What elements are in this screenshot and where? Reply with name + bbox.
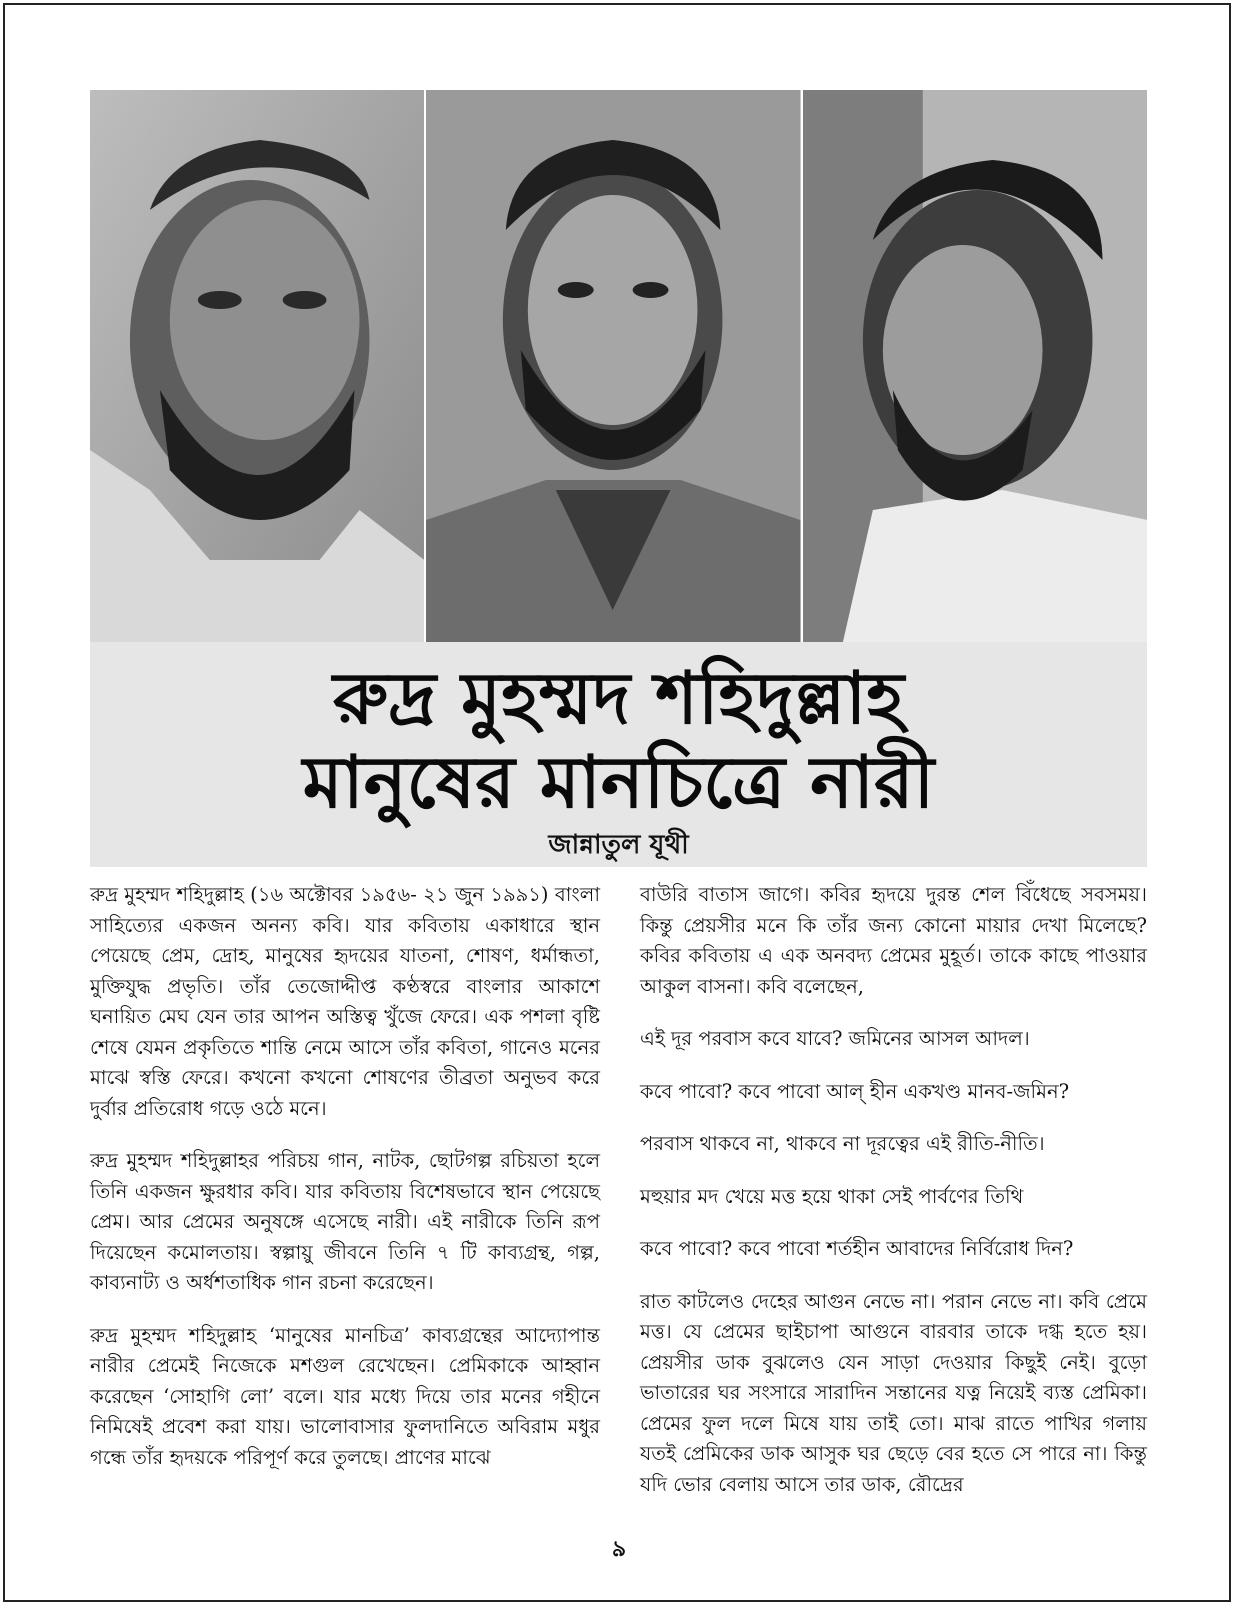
left-column xyxy=(90,880,600,1495)
paragraph: রাত কাটলেও দেহের আগুন নেভে না। পরান নেভে না। কবি প্রেমে মত্ত। যে প্রেমের ছাইচাপা আগুনে বারবার তাকে দগ্ধ হতে হয়। প্রেয়সীর ডাক বুঝলেও যেন সাড়া দেওয়ার কিছুই নেই। বুড়ো ভাতারের ঘর সংসারে সারাদিন সন্তানের যত্ন নিয়েই ব্যস্ত প্রেমিকা। প্রেমের ফুল দলে মিষে যায় তাই তো। মাঝ রাতে পাখির গলায় যতই প্রেমিকের ডাক আসুক ঘর ছেড়ে বের হতে সে পারে না। কিন্তু যদি ভোর বেলায় আসে তার ডাক, রৌদ্রের xyxy=(640,1289,1147,1496)
paragraph: রুদ্র মুহম্মদ শহিদুল্লাহ (১৬ অক্টোবর ১৯৫৬- ২১ জুন ১৯৯১) বাংলা সাহিত্যের একজন অনন্য কবি। যার কবিতায় একাধারে স্থান পেয়েছে প্রেম, দ্রোহ, মানুষের হৃদয়ের যাতনা, শোষণ, ধর্মান্ধতা, মুক্তিযুদ্ধ প্রভৃতি। তাঁর তেজোদ্দীপ্ত কণ্ঠস্বরে বাংলার আকাশে ঘনায়িত মেঘ যেন তার আপন অস্তিত্ব খুঁজে ফেরে। এক পশলা বৃষ্টি শেষে যেমন প্রকৃতিতে শান্তি নেমে আসে তাঁর কবিতা, গানেও মনের মাঝে স্বস্তি ফেরে। কখনো কখনো শোষণের তীব্রতা অনুভব করে দুর্বার প্রতিরোধ গড়ে ওঠে মনে। xyxy=(90,883,600,1120)
article-title-line1: রুদ্র মুহম্মদ শহিদুল্লাহ xyxy=(332,656,905,740)
portrait-photo-left xyxy=(90,90,424,642)
photo-collage xyxy=(90,90,1147,642)
verse-line: এই দূর পরবাস কবে যাবে? জমিনের আসল আদল। xyxy=(640,1027,1030,1050)
portrait-photo-center xyxy=(424,90,802,642)
paragraph: বাউরি বাতাস জাগে। কবির হৃদয়ে দুরন্ত শেল বিঁধেছে সবসময়। কিন্তু প্রেয়সীর মনে কি তাঁর জন্য কোনো মায়ার দেখা মিলেছে? কবির কবিতায় এ এক অনবদ্য প্রেমের মুহূর্ত। তাকে কাছে পাওয়ার আকুল বাসনা। কবি বলেছেন, xyxy=(640,883,1147,998)
portrait-photo-right xyxy=(803,90,1147,642)
paragraph: রুদ্র মুহম্মদ শহিদুল্লাহ ‘মানুষের মানচিত্র’ কাব্যগ্রন্থের আদ্যোপান্ত নারীর প্রেমেই নিজেকে মশগুল রেখেছেন। প্রেমিকাকে আহ্বান করেছেন ‘সোহাগি লো’ বলে। যার মধ্যে দিয়ে তার মনের গহীনে নিমিষেই প্রবেশ করা যায়। ভালোবাসার ফুলদানিতে অবিরাম মধুর গন্ধে তাঁর হৃদয়কে পরিপূর্ণ করে তুলছে। প্রাণের মাঝে xyxy=(90,1323,600,1469)
page-number: ৯ xyxy=(611,1536,627,1562)
article-title-line2: মানুষের মানচিত্রে নারী xyxy=(302,740,935,824)
verse-line: কবে পাবো? কবে পাবো শর্তহীন আবাদের নির্বিরোধ দিন? xyxy=(640,1237,1074,1260)
author-byline: জান্নাতুল যূথী xyxy=(548,830,689,860)
verse-line: পরবাস থাকবে না, থাকবে না দূরত্বের এই রীতি-নীতি। xyxy=(640,1132,1045,1155)
paragraph: রুদ্র মুহম্মদ শহিদুল্লাহর পরিচয় গান, নাটক, ছোটগল্প রচিয়তা হলে তিনি একজন ক্ষুরধার কবি। যার কবিতায় বিশেষভাবে স্থান পেয়েছে প্রেম। আর প্রেমের অনুষঙ্গে এসেছে নারী। এই নারীকে তিনি রূপ দিয়েছেন কমোলতায়। স্বল্পায়ু জীবনে তিনি ৭ টি কাব্যগ্রন্থ, গল্প, কাব্যনাট্য ও অর্ধশতাধিক গান রচনা করেছেন। xyxy=(90,1149,600,1294)
verse-line: কবে পাবো? কবে পাবো আল্ হীন একখণ্ড মানব-জমিন? xyxy=(640,1079,1070,1103)
title-band xyxy=(90,642,1147,867)
right-column xyxy=(640,880,1147,1522)
verse-line: মহুয়ার মদ খেয়ে মত্ত হয়ে থাকা সেই পার্বণের তিথি xyxy=(640,1184,1024,1208)
